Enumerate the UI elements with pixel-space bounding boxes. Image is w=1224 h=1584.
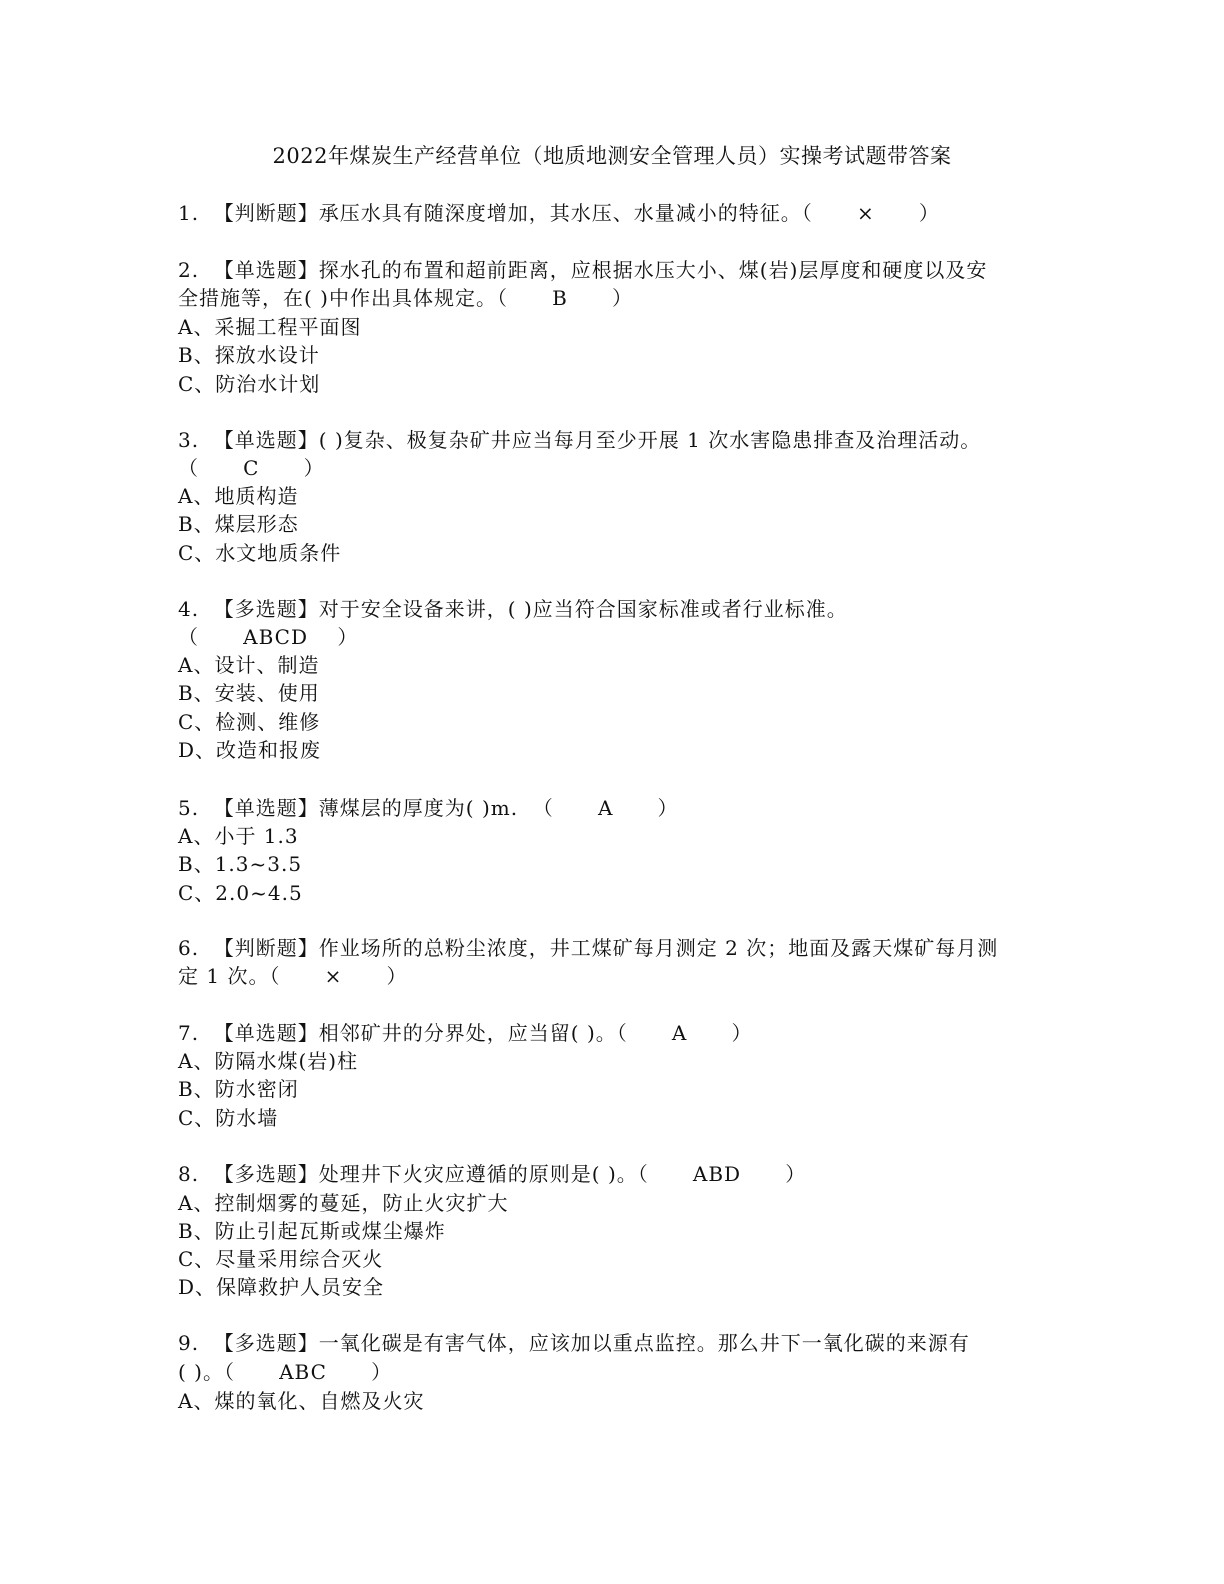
question-8-option: C、尽量采用综合灭火 xyxy=(178,1247,384,1271)
question-2-stem-line: 全措施等，在( )中作出具体规定。（ B ） xyxy=(178,286,633,310)
question-2-option: C、防治水计划 xyxy=(178,372,321,396)
question-3-stem-line: 3. 【单选题】( )复杂、极复杂矿井应当每月至少开展 1 次水害隐患排查及治理活动。 xyxy=(178,428,982,452)
question-8-option: D、保障救护人员安全 xyxy=(178,1275,385,1299)
question-7-stem-line: 7. 【单选题】相邻矿井的分界处，应当留( )。（ A ） xyxy=(178,1021,753,1045)
question-2-stem-line: 2. 【单选题】探水孔的布置和超前距离，应根据水压大小、煤(岩)层厚度和硬度以及安 xyxy=(178,258,988,282)
question-8-stem-line: 8. 【多选题】处理井下火灾应遵循的原则是( )。（ ABD ） xyxy=(178,1162,807,1186)
question-8-option: A、控制烟雾的蔓延，防止火灾扩大 xyxy=(178,1191,509,1215)
question-4-option: A、设计、制造 xyxy=(178,653,320,677)
question-4-option: B、安装、使用 xyxy=(178,681,320,705)
question-8-option: B、防止引起瓦斯或煤尘爆炸 xyxy=(178,1219,446,1243)
question-9-stem-line: ( )。（ ABC ） xyxy=(178,1360,393,1384)
question-9-stem-line: 9. 【多选题】一氧化碳是有害气体，应该加以重点监控。那么井下一氧化碳的来源有 xyxy=(178,1331,970,1355)
question-1-stem-line: 1. 【判断题】承压水具有随深度增加，其水压、水量减小的特征。（ × ） xyxy=(178,201,940,225)
question-2-option: A、采掘工程平面图 xyxy=(178,315,362,339)
document-title: 2022年煤炭生产经营单位（地质地测安全管理人员）实操考试题带答案 xyxy=(272,144,952,168)
question-3-option: B、煤层形态 xyxy=(178,512,299,536)
question-3-option: C、水文地质条件 xyxy=(178,541,342,565)
question-9-option: A、煤的氧化、自燃及火灾 xyxy=(178,1389,425,1413)
question-4-stem-line: （ ABCD ） xyxy=(178,625,359,649)
question-4-option: D、改造和报废 xyxy=(178,738,322,762)
question-7-option: B、防水密闭 xyxy=(178,1077,299,1101)
question-6-stem-line: 6. 【判断题】作业场所的总粉尘浓度，井工煤矿每月测定 2 次；地面及露天煤矿每月测 xyxy=(178,936,999,960)
question-5-option: B、1.3~3.5 xyxy=(178,852,303,876)
question-2-option: B、探放水设计 xyxy=(178,343,320,367)
question-5-stem-line: 5. 【单选题】薄煤层的厚度为( )m. （ A ） xyxy=(178,796,679,820)
question-4-stem-line: 4. 【多选题】对于安全设备来讲，( )应当符合国家标准或者行业标准。 xyxy=(178,597,848,621)
question-6-stem-line: 定 1 次。（ × ） xyxy=(178,964,408,988)
question-7-option: C、防水墙 xyxy=(178,1106,279,1130)
question-7-option: A、防隔水煤(岩)柱 xyxy=(178,1049,359,1073)
question-3-stem-line: （ C ） xyxy=(178,456,325,480)
question-5-option: A、小于 1.3 xyxy=(178,824,299,848)
question-3-option: A、地质构造 xyxy=(178,484,299,508)
question-5-option: C、2.0~4.5 xyxy=(178,881,303,905)
question-4-option: C、检测、维修 xyxy=(178,710,321,734)
